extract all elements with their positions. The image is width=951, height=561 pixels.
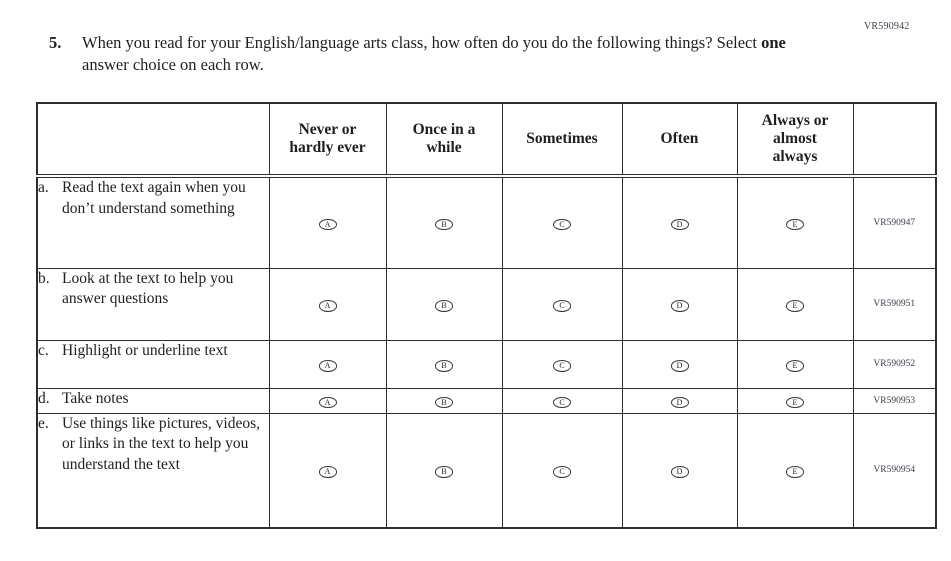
answer-cell xyxy=(622,413,737,528)
answer-bubble[interactable]: B xyxy=(435,219,453,231)
table-row xyxy=(37,176,936,268)
column-header-label: Never or hardly ever xyxy=(289,120,366,156)
answer-cell xyxy=(269,176,386,268)
column-header-label: Often xyxy=(660,129,699,147)
row-label-cell xyxy=(37,176,269,268)
question-number: 5. xyxy=(49,33,62,52)
answer-bubble[interactable]: A xyxy=(319,300,337,312)
row-letter: e. xyxy=(38,414,49,432)
answer-bubble[interactable]: B xyxy=(435,397,453,409)
answer-bubble[interactable]: C xyxy=(553,360,571,372)
answer-bubble[interactable]: A xyxy=(319,360,337,372)
question xyxy=(49,32,824,76)
question-text-part2: answer choice on each row. xyxy=(82,54,264,74)
row-label-cell xyxy=(37,268,269,340)
row-code-cell xyxy=(853,176,936,268)
column-header-label: Once in a while xyxy=(412,120,476,156)
row-code: VR590953 xyxy=(873,395,916,406)
answer-bubble[interactable]: D xyxy=(671,397,689,409)
answer-cell xyxy=(737,176,853,268)
answer-bubble[interactable]: C xyxy=(553,219,571,231)
row-code-cell xyxy=(853,268,936,340)
answer-cell xyxy=(269,268,386,340)
code-column-header-cell xyxy=(853,103,936,176)
column-header-label: Sometimes xyxy=(526,129,598,147)
table-corner-cell xyxy=(37,103,269,176)
table-row xyxy=(37,268,936,340)
answer-bubble[interactable]: B xyxy=(435,466,453,478)
column-header xyxy=(386,103,502,176)
column-header-label: Always or almost always xyxy=(761,111,829,166)
question-text-bold: one xyxy=(761,33,786,52)
row-letter: c. xyxy=(38,341,49,359)
question-text xyxy=(82,32,824,76)
answer-cell xyxy=(737,413,853,528)
answer-bubble[interactable]: E xyxy=(786,397,804,409)
answer-cell xyxy=(502,413,622,528)
row-code: VR590952 xyxy=(873,359,916,369)
answer-bubble[interactable]: E xyxy=(786,360,804,372)
answer-bubble[interactable]: D xyxy=(671,219,689,231)
answer-cell xyxy=(622,388,737,413)
answer-cell xyxy=(622,340,737,388)
question-text-part1: When you read for your English/language arts class, how often do you do the following things? Select xyxy=(82,33,762,52)
row-code-cell xyxy=(853,388,936,413)
row-code: VR590951 xyxy=(873,299,916,309)
answer-bubble[interactable]: C xyxy=(553,300,571,312)
answer-bubble[interactable]: B xyxy=(435,360,453,372)
row-label: Take notes xyxy=(62,389,129,407)
response-grid xyxy=(36,102,937,529)
form-code: VR590942 xyxy=(864,21,910,32)
answer-cell xyxy=(502,340,622,388)
row-letter: a. xyxy=(38,179,49,196)
row-label-cell xyxy=(37,388,269,413)
row-letter: d. xyxy=(38,389,50,407)
answer-cell xyxy=(386,388,502,413)
row-code-cell xyxy=(853,413,936,528)
answer-cell xyxy=(269,340,386,388)
table-row xyxy=(37,388,936,413)
answer-bubble[interactable]: C xyxy=(553,397,571,409)
answer-cell xyxy=(502,176,622,268)
answer-bubble[interactable]: D xyxy=(671,300,689,312)
row-label-cell xyxy=(37,340,269,388)
answer-bubble[interactable]: D xyxy=(671,360,689,372)
answer-bubble[interactable]: D xyxy=(671,466,689,478)
answer-cell xyxy=(737,388,853,413)
answer-cell xyxy=(386,340,502,388)
answer-cell xyxy=(622,268,737,340)
answer-cell xyxy=(386,413,502,528)
answer-cell xyxy=(269,388,386,413)
answer-cell xyxy=(502,268,622,340)
answer-cell xyxy=(737,340,853,388)
answer-cell xyxy=(622,176,737,268)
table-header-row xyxy=(37,103,936,176)
row-label: Highlight or underline text xyxy=(62,341,228,359)
answer-bubble[interactable]: A xyxy=(319,397,337,409)
row-label: Use things like pictures, videos, or links in the text to help you understand the text xyxy=(62,414,261,473)
row-label: Look at the text to help you answer questions xyxy=(62,269,234,308)
table-row xyxy=(37,413,936,528)
row-letter: b. xyxy=(38,269,50,287)
column-header xyxy=(737,103,853,176)
row-label-cell xyxy=(37,413,269,528)
answer-cell xyxy=(737,268,853,340)
row-code: VR590947 xyxy=(873,217,916,228)
answer-bubble[interactable]: E xyxy=(786,466,804,478)
row-label: Read the text again when you don’t understand something xyxy=(62,179,246,217)
answer-bubble[interactable]: A xyxy=(319,219,337,231)
answer-cell xyxy=(269,413,386,528)
column-header xyxy=(269,103,386,176)
answer-bubble[interactable]: B xyxy=(435,300,453,312)
row-code: VR590954 xyxy=(873,465,916,476)
answer-bubble[interactable]: A xyxy=(319,466,337,478)
answer-bubble[interactable]: E xyxy=(786,300,804,312)
answer-bubble[interactable]: E xyxy=(786,219,804,231)
row-code-cell xyxy=(853,340,936,388)
answer-cell xyxy=(386,176,502,268)
answer-bubble[interactable]: C xyxy=(553,466,571,478)
column-header xyxy=(622,103,737,176)
table-row xyxy=(37,340,936,388)
answer-cell xyxy=(502,388,622,413)
column-header xyxy=(502,103,622,176)
answer-cell xyxy=(386,268,502,340)
